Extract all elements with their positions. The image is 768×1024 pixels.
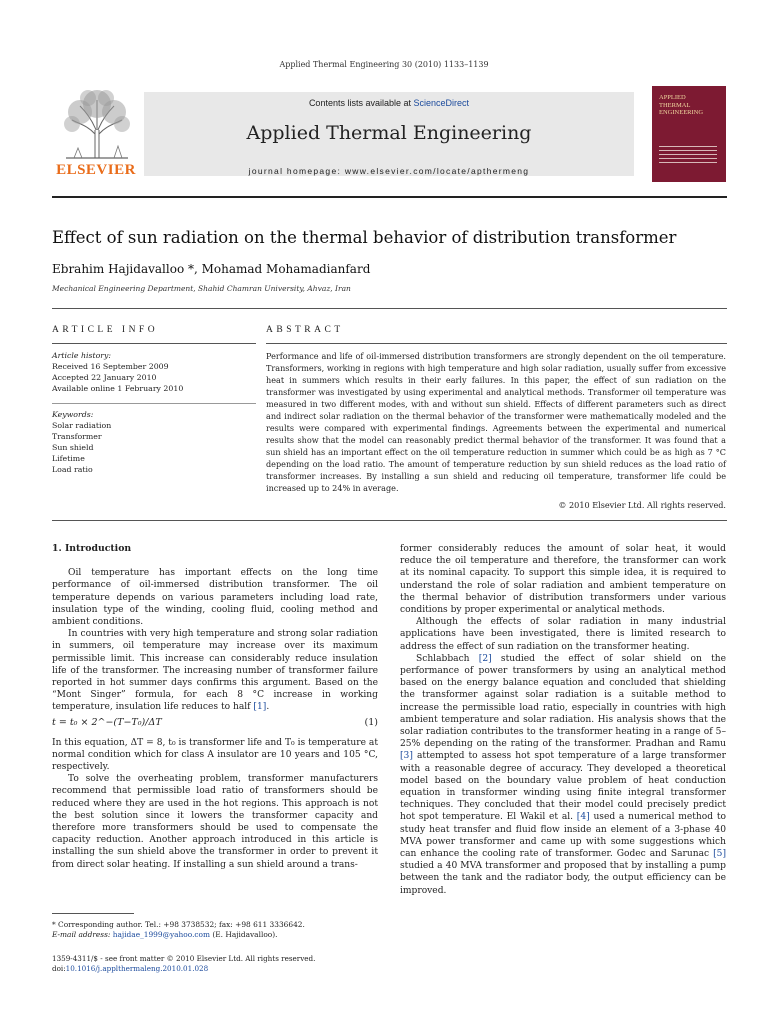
paragraph: Oil temperature has important effects on the long time performance of oil-immersed distribution transformer. The oil temperature depends on various parameters including load rate, insulation type of the winding, cooling fluid, cooling method and ambient conditions. [52, 568, 378, 628]
paragraph: Although the effects of solar radiation in many industrial applications have been investigated, there is limited research to address the effect of sun radiation on the transformer heating. [400, 617, 726, 652]
masthead-rule [52, 196, 727, 198]
elsevier-wordmark: ELSEVIER [56, 162, 136, 178]
abstract-heading: ABSTRACT [266, 325, 344, 335]
paragraph-text: used a numerical method to study heat transfer and fluid flow inside an element of a 3-phase 40 MVA power transformer and came up with some suggestions which can enhance the cooling rate of transformer. Godec and Sarunac [400, 812, 726, 860]
paragraph-text: studied the effect of solar shield on the performance of power transformers by using an analytical method based on the energy balance equation and concluded that shielding the transformer against solar radiation is a suitable method to increase the permissible load ratio, especially in countries with high ambient temperature and solar radiation. His analysis shows that the solar radiation contributes to the transformer heating in a range of 5–25% depending on the rating of the transformer. Pradhan and Ramu [400, 653, 726, 750]
journal-homepage-link[interactable]: journal homepage: www.elsevier.com/locate/apthermeng [248, 166, 530, 176]
email-label: E-mail address: [52, 930, 111, 939]
corresponding-author-footnote [52, 920, 378, 940]
accepted-date: Accepted 22 January 2010 [52, 373, 157, 382]
paragraph [400, 653, 726, 897]
section-heading: 1. Introduction [52, 543, 132, 554]
abstract-bottom-rule [52, 520, 727, 521]
equation-1 [52, 717, 378, 733]
cover-decoration [659, 146, 717, 166]
abstract-rule [266, 343, 727, 344]
sciencedirect-link[interactable]: ScienceDirect [413, 98, 470, 108]
keyword: Sun shield [52, 443, 94, 452]
article-info-heading: ARTICLE INFO [52, 325, 159, 335]
paragraph-text: studied a 40 MVA transformer and proposed that by installing a pump between the tank and the radiator body, the output efficiency can be improved. [400, 861, 726, 896]
equation-body: t = t₀ × 2^−(T−T₀)/ΔT [52, 716, 162, 728]
body-column-right [400, 543, 726, 897]
paragraph [52, 628, 378, 713]
contents-prefix: Contents lists available at [308, 98, 411, 108]
tree-logo-icon [62, 86, 132, 160]
paragraph: former considerably reduces the amount of solar heat, it would reduce the oil temperature and therefore, the transformer can work at its nominal capacity. To support this simple idea, it is required to understand the role of solar radiation and ambient temperature on the thermal behavior of distribution transformers under various conditions by proper experimental or analytical methods. [400, 544, 726, 616]
citation-link[interactable]: [3] [400, 751, 413, 762]
keyword: Transformer [52, 432, 102, 441]
info-rule [52, 343, 256, 344]
journal-masthead [52, 86, 727, 182]
received-date: Received 16 September 2009 [52, 362, 169, 371]
doi-line [52, 964, 315, 974]
paragraph: In this equation, ΔT = 8, t₀ is transformer life and T₀ is temperature at normal condition which for class A insulator are 10 years and 105 °C, respectively. [52, 737, 378, 773]
doi-prefix: doi: [52, 964, 66, 973]
article-authors: Ebrahim Hajidavalloo *, Mohamad Mohamadianfard [52, 262, 371, 276]
keywords-block [52, 409, 256, 475]
footnote-rule [52, 913, 134, 914]
citation-link[interactable]: [5] [713, 849, 726, 860]
publication-info [52, 954, 315, 974]
paragraph-text: . [266, 702, 270, 713]
online-date: Available online 1 February 2010 [52, 384, 184, 393]
keywords-label: Keywords: [52, 410, 94, 419]
running-head: Applied Thermal Engineering 30 (2010) 1133–1139 [279, 60, 489, 69]
abstract-text: Performance and life of oil-immersed distribution transformers are strongly dependent on the oil temperature. Transformers, working in regions with high temperature and high solar radiation, usually suffer from excessive heat in summers which results in their early failures. In this paper, the effect of sun radiation on the transformer was investigated by using experimental and analytical methods. Transformer oil temperature was measured in two different modes, with and without sun shield. Effects of different parameters such as direct and indirect solar radiation on the thermal behavior of the transformer were mathematically modeled and the results were compared with experimental findings. Agreements between the experimental and numerical results show that the model can reasonably predict thermal behavior of the transformer. It was found that a sun shield has an important effect on the oil temperature reduction in summer which could be as high as 7 °C depending on the load ratio. The amount of temperature reduction by sun shield reduces as the load ratio of transformer increases. By installing a sun shield and reducing oil temperature, transformer life could be increased up to 24% in average. [266, 351, 726, 493]
info-divider [52, 403, 256, 404]
author-affiliation: Mechanical Engineering Department, Shahid Chamran University, Ahvaz, Iran [52, 284, 351, 293]
paragraph-text: In countries with very high temperature and strong solar radiation in summers, oil temperature may increase over its maximum permissible limit. This increase can considerably reduce insulation life of the transformer. The increasing number of transformer failure reported in hot summer days confirms this argument. Based on the “Mont Singer” formula, for each 8 °C increase in working temperature, insulation life reduces to half [52, 629, 378, 713]
paragraph-text: attempted to assess hot spot temperature of a large transformer with a reasonable degree of accuracy. They developed a theoretical model based on the boundary value problem of heat conduction equation in transformer winding using finite integral transformer techniques. They concluded that their model could precisely predict hot spot temperature. El Wakil et al. [400, 751, 726, 823]
doi-link[interactable]: 10.1016/j.applthermaleng.2010.01.028 [65, 964, 209, 973]
cover-title-line: THERMAL [659, 101, 691, 109]
paragraph-text: Schlabbach [416, 653, 479, 664]
citation-link[interactable]: [1] [253, 702, 267, 713]
journal-title: Applied Thermal Engineering [246, 122, 532, 144]
email-link[interactable]: hajidae_1999@yahoo.com [112, 930, 211, 939]
keyword: Solar radiation [52, 421, 112, 430]
contents-line [144, 98, 634, 108]
cover-title [659, 94, 723, 117]
email-suffix: (E. Hajidavalloo). [212, 930, 278, 939]
journal-cover-thumbnail [652, 86, 726, 182]
issn-line: 1359-4311/$ - see front matter © 2010 Elsevier Ltd. All rights reserved. [52, 954, 316, 963]
keyword: Lifetime [52, 454, 85, 463]
cover-title-line: APPLIED [659, 94, 686, 101]
header-rule [52, 308, 727, 309]
journal-banner [144, 92, 634, 176]
corresponding-author: * Corresponding author. Tel.: +98 3738532; fax: +98 611 3336642. [52, 920, 305, 929]
article-title: Effect of sun radiation on the thermal behavior of distribution transformer [52, 228, 677, 247]
citation-link[interactable]: [4] [576, 812, 590, 823]
paragraph: To solve the overheating problem, transformer manufacturers recommend that permissible load ratio of transformers should be reduced where they are used in the hot regions. This approach is not the best solution since it lowers the transformer capacity and therefore more transformers should be used to compensate the capacity reduction. Another approach introduced in this article is installing the sun shield above the transformer in order to prevent it from direct solar heating. If installing a sun shield around a trans- [52, 774, 378, 870]
abstract-copyright: © 2010 Elsevier Ltd. All rights reserved. [558, 500, 726, 510]
keyword: Load ratio [52, 465, 93, 474]
history-label: Article history: [52, 351, 112, 360]
citation-link[interactable]: [2] [478, 653, 492, 664]
elsevier-logo [52, 86, 140, 182]
body-column-left [52, 543, 378, 871]
cover-title-line: ENGINEERING [659, 109, 704, 116]
email-line [52, 930, 378, 940]
equation-number: (1) [364, 716, 378, 728]
article-history [52, 350, 256, 394]
